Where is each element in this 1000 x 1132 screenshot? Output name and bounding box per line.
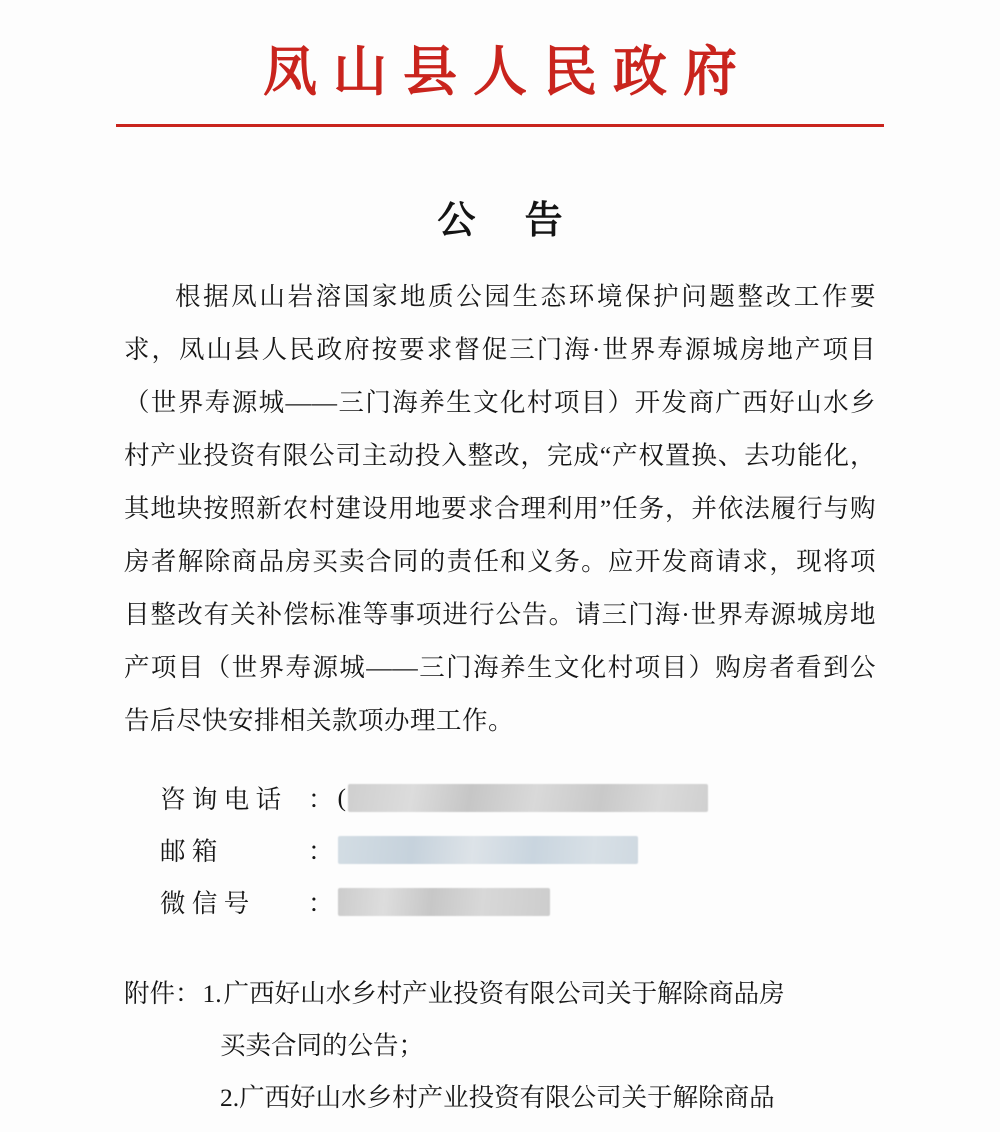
attachment-1-line2: 买卖合同的公告；	[220, 1031, 425, 1060]
attachments-block	[124, 968, 876, 1124]
contact-row-email	[160, 824, 876, 876]
attachment-item-2	[220, 1072, 876, 1124]
issuing-authority-title: 凤山县人民政府	[263, 39, 753, 103]
attachment-1-line1: 广西好山水乡村产业投资有限公司关于解除商品房	[223, 979, 785, 1008]
contact-label-email: 邮 箱	[160, 837, 218, 866]
redacted-phone-value	[348, 784, 708, 812]
contact-prefix-phone: (	[337, 783, 347, 812]
contact-label-wechat: 微 信 号	[160, 889, 250, 918]
document-body	[124, 270, 876, 1125]
attachment-1-number: 1.	[202, 979, 222, 1008]
attachments-label: 附件：	[124, 979, 201, 1008]
page-title: 公 告	[437, 196, 581, 242]
body-paragraph: 根据凤山岩溶国家地质公园生态环境保护问题整改工作要求，凤山县人民政府按要求督促三门海·世界寿源城房地产项目（世界寿源城——三门海养生文化村项目）开发商广西好山水乡村产业投资有限公司主动投入整改，完成“产权置换、去功能化，其地块按照新农村建设用地要求合理利用”任务，并依法履行与购房者解除商品房买卖合同的责任和义务。应开发商请求，现将项目整改有关补偿标准等事项进行公告。请三门海·世界寿源城房地产项目（世界寿源城——三门海养生文化村项目）购房者看到公告后尽快安排相关款项办理工作。	[124, 281, 876, 735]
attachment-2-line1: 广西好山水乡村产业投资有限公司关于解除商品	[239, 1083, 775, 1112]
attachment-item-1	[124, 968, 876, 1020]
contact-colon-phone: ：	[308, 785, 334, 814]
letterhead-divider	[116, 124, 884, 127]
redacted-email-value	[338, 836, 638, 864]
contact-row-wechat	[160, 876, 876, 928]
letterhead	[0, 0, 1000, 127]
redacted-wechat-value	[338, 888, 550, 916]
contact-block	[160, 772, 876, 928]
contact-label-phone: 咨 询 电 话	[160, 785, 282, 814]
contact-colon-email: ：	[308, 837, 334, 866]
contact-row-phone	[160, 772, 876, 824]
attachment-2-number: 2.	[220, 1083, 240, 1112]
contact-colon-wechat: ：	[308, 889, 334, 918]
